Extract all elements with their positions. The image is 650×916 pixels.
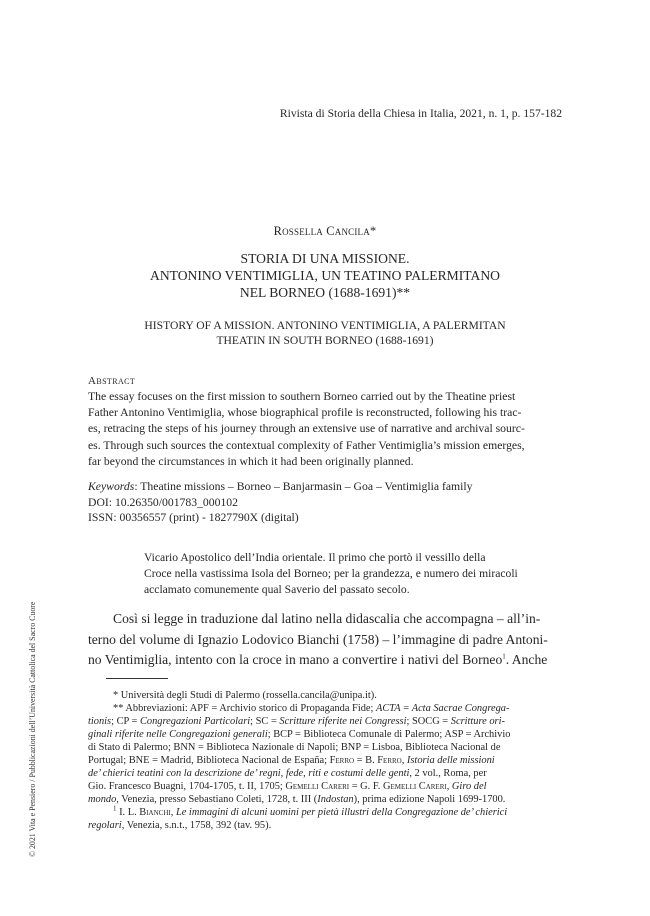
footnote-line: regolari, Venezia, s.n.t., 1758, 392 (tav. 95). bbox=[88, 820, 272, 831]
body-text-segment: . Anche bbox=[505, 652, 548, 667]
title-line: STORIA DI UNA MISSIONE. bbox=[240, 251, 410, 266]
body-line: terno del volume di Ignazio Lodovico Bianchi (1758) – l’immagine di padre Antoni- bbox=[88, 631, 548, 647]
abstract-line: es, retracing the steps of his journey through an extensive use of narrative and archival sourc- bbox=[88, 422, 525, 436]
abstract-line: The essay focuses on the first mission to southern Borneo carried out by the Theatine priest bbox=[88, 390, 516, 403]
english-title-line: HISTORY OF A MISSION. ANTONINO VENTIMIGLIA, A PALERMITAN bbox=[144, 319, 506, 332]
footnote-line: Gio. Francesco Buagni, 1704-1705, t. II, 1705; Gemelli Careri = G. F. Gemelli Careri, Giro del bbox=[88, 781, 487, 792]
footnote-ref[interactable]: 1 bbox=[502, 652, 506, 661]
footnote-1: $^1$ I. L. Bianchi, Le immagini di alcuni uomini per pietà illustri della Congregazione de’ chierici bbox=[113, 804, 508, 818]
footnote-separator bbox=[106, 678, 168, 679]
footnote-line: di Stato di Palermo; BNN = Biblioteca Nazionale di Napoli; BNP = Lisboa, Biblioteca Nacional de bbox=[88, 742, 501, 753]
author-name: Rossella Cancila* bbox=[273, 224, 377, 238]
keywords-text: : Theatine missions – Borneo – Banjarmasin – Goa – Ventimiglia family bbox=[134, 480, 473, 493]
keywords-label: Keywords bbox=[88, 480, 135, 493]
body-paragraph bbox=[88, 609, 564, 671]
article-title bbox=[0, 250, 650, 301]
footnote-line: tionis; CP = Congregazioni Particolari; SC = Scritture riferite nei Congressi; SOCG = Scritture ori- bbox=[88, 716, 505, 727]
footnote-line: mondo, Venezia, presso Sebastiano Coleti, 1728, t. III (Indostan), prima edizione Napoli 1699-1700. bbox=[88, 794, 506, 805]
running-head: Rivista di Storia della Chiesa in Italia, 2021, n. 1, p. 157-182 bbox=[279, 107, 562, 120]
epigraph-line: acclamato comunemente qual Saverio del passato secolo. bbox=[144, 583, 410, 596]
doi: DOI: 10.26350/001783_000102 bbox=[88, 495, 238, 509]
abstract-line: Father Antonino Ventimiglia, whose biographical profile is reconstructed, following his trac- bbox=[88, 406, 522, 420]
issn: ISSN: 00356557 (print) - 1827790X (digital) bbox=[88, 511, 299, 524]
epigraph-line: Croce nella vastissima Isola del Borneo; per la grandezza, e numero dei miracoli bbox=[144, 567, 518, 580]
english-title bbox=[0, 318, 650, 348]
title-line: ANTONINO VENTIMIGLIA, UN TEATINO PALERMITANO bbox=[150, 268, 500, 283]
keywords bbox=[88, 479, 472, 495]
footnote-line: ginali riferite nelle Congregazioni generali; BCP = Biblioteca Comunale di Palermo; ASP = Archivio bbox=[88, 729, 511, 740]
epigraph-line: Vicario Apostolico dell’India orientale. Il primo che portò il vessillo della bbox=[144, 551, 486, 564]
footnote-line: Portugal; BNE = Madrid, Biblioteca Nacional de España; Ferro = B. Ferro, Istoria delle missioni bbox=[88, 755, 495, 766]
abstract-text bbox=[88, 389, 564, 470]
copyright-notice: © 2021 Vita e Pensiero / Pubblicazioni dell’Università Cattolica del Sacro Cuore bbox=[28, 601, 37, 857]
footnote-affiliation: * Università degli Studi di Palermo (rossella.cancila@unipa.it). bbox=[113, 690, 377, 701]
abstract-heading: Abstract bbox=[88, 375, 136, 387]
abstract-line: es. Through such sources the contextual complexity of Father Ventimiglia’s mission emerges, bbox=[88, 438, 525, 452]
body-text-segment: no Ventimiglia, intento con la croce in mano a convertire i nativi del Borneo bbox=[88, 652, 503, 667]
body-line: Così si legge in traduzione dal latino nella didascalia che accompagna – all’in- bbox=[113, 611, 541, 626]
epigraph bbox=[144, 550, 518, 598]
footnote-line: de’ chierici teatini con la descrizione de’ regni, fede, riti e costumi delle genti, 2 vol., Roma, per bbox=[88, 768, 487, 779]
english-title-line: THEATIN IN SOUTH BORNEO (1688-1691) bbox=[216, 334, 434, 347]
abstract-line: far beyond the circumstances in which it had been originally planned. bbox=[88, 454, 414, 468]
footnotes bbox=[88, 689, 564, 832]
footnote-number: 1 bbox=[113, 804, 117, 813]
body-line bbox=[88, 650, 564, 671]
footnote-abbreviations: ** Abbreviazioni: APF = Archivio storico di Propaganda Fide; ACTA = Acta Sacrae Congrega- bbox=[113, 703, 510, 714]
title-line: NEL BORNEO (1688-1691)** bbox=[239, 285, 411, 300]
article-metadata bbox=[88, 479, 472, 526]
